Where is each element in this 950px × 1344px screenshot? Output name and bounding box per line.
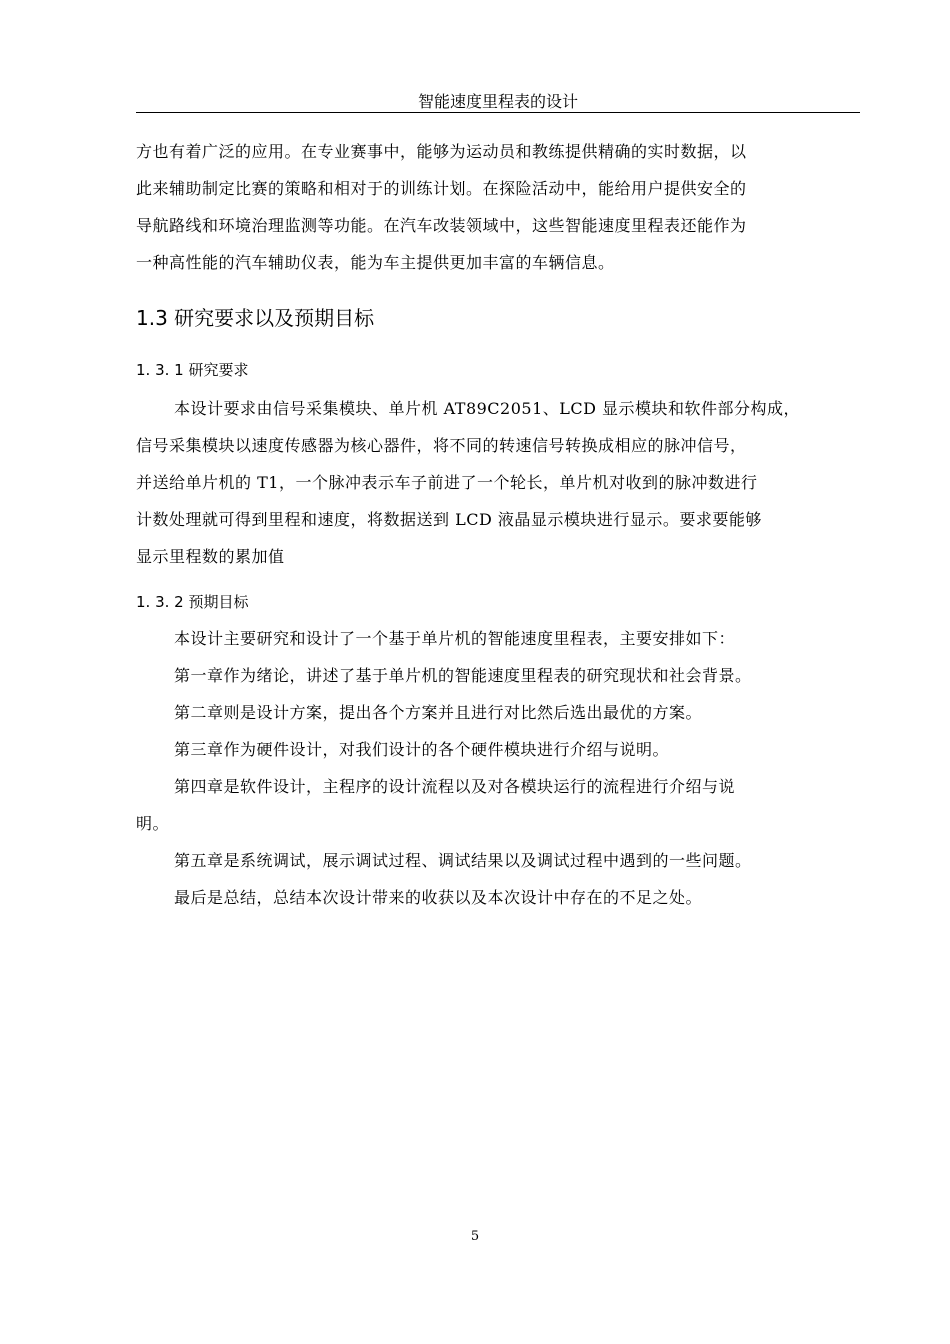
intro-paragraph: [136, 133, 860, 281]
text-line: 第五章是系统调试，展示调试过程、调试结果以及调试过程中遇到的一些问题。: [174, 851, 752, 870]
text-line: 明。: [136, 814, 170, 833]
text-line: 信号采集模块以速度传感器为核心器件，将不同的转速信号转换成相应的脉冲信号，: [136, 436, 747, 455]
section-heading: 1.3 研究要求以及预期目标: [136, 306, 375, 330]
text-line: 并送给单片机的 T1，一个脉冲表示车子前进了一个轮长，单片机对收到的脉冲数进行: [136, 473, 758, 492]
goals-paragraph: [136, 620, 860, 916]
running-header: 智能速度里程表的设计: [417, 92, 578, 111]
text-line: 第二章则是设计方案，提出各个方案并且进行对比然后选出最优的方案。: [174, 703, 703, 722]
text-line: 第四章是软件设计，主程序的设计流程以及对各模块运行的流程进行介绍与说: [174, 777, 736, 796]
text-line: 此来辅助制定比赛的策略和相对于的训练计划。在探险活动中，能给用户提供安全的: [136, 179, 747, 198]
text-line: 方也有着广泛的应用。在专业赛事中，能够为运动员和教练提供精确的实时数据，以: [136, 142, 747, 161]
text-line: 本设计主要研究和设计了一个基于单片机的智能速度里程表，主要安排如下：: [174, 629, 736, 648]
page-number: 5: [470, 1229, 480, 1244]
text-line: 一种高性能的汽车辅助仪表，能为车主提供更加丰富的车辆信息。: [136, 253, 615, 272]
text-line: 导航路线和环境治理监测等功能。在汽车改装领域中，这些智能速度里程表还能作为: [136, 216, 747, 235]
text-line: 最后是总结，总结本次设计带来的收获以及本次设计中存在的不足之处。: [174, 888, 703, 907]
header-rule: [136, 112, 860, 113]
text-line: 第一章作为绪论，讲述了基于单片机的智能速度里程表的研究现状和社会背景。: [174, 666, 752, 685]
text-line: 显示里程数的累加值: [136, 547, 285, 566]
subsection-heading-requirements: 1. 3. 1 研究要求: [136, 361, 249, 379]
text-line: 第三章作为硬件设计，对我们设计的各个硬件模块进行介绍与说明。: [174, 740, 670, 759]
text-line: 本设计要求由信号采集模块、单片机 AT89C2051、LCD 显示模块和软件部分构成，: [174, 399, 801, 418]
subsection-heading-goals: 1. 3. 2 预期目标: [136, 593, 249, 611]
requirements-paragraph: [136, 390, 860, 575]
text-line: 计数处理就可得到里程和速度，将数据送到 LCD 液晶显示模块进行显示。要求要能够: [136, 510, 762, 529]
